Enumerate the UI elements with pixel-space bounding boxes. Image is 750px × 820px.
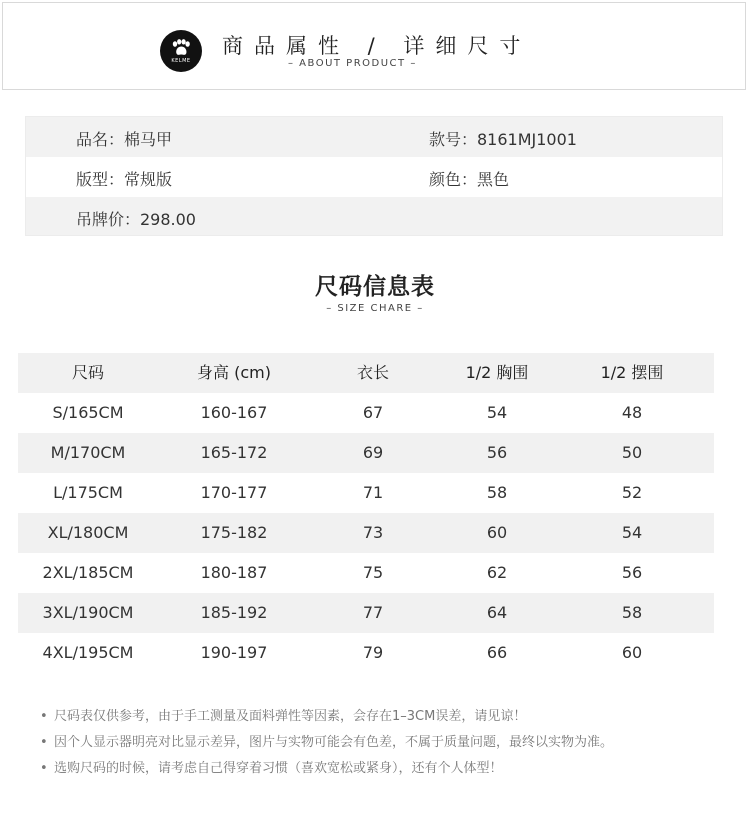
chest-cell: 56 <box>486 443 508 462</box>
product-sku: 款号：8161MJ1001 <box>429 130 577 149</box>
height-cell: 190-197 <box>200 643 268 662</box>
note-text: 尺码表仅供参考，由于手工测量及面料弹性等因素，会存在1–3CM误差，请见谅！ <box>54 709 527 724</box>
size-table <box>18 353 714 673</box>
height-cell: 170-177 <box>200 483 268 502</box>
bullet-icon: • <box>40 735 48 750</box>
size-cell: 3XL/190CM <box>42 603 134 622</box>
bullet-icon: • <box>40 709 48 724</box>
column-header-hem: 1/2 摆围 <box>600 363 664 382</box>
note-item <box>40 734 720 760</box>
product-name: 品名：棉马甲 <box>76 130 173 149</box>
hem-cell: 60 <box>621 643 643 662</box>
size-cell: 2XL/185CM <box>42 563 134 582</box>
column-header-height: 身高 (cm) <box>197 363 271 382</box>
size-cell: L/175CM <box>53 483 123 502</box>
hem-cell: 56 <box>621 563 643 582</box>
note-text: 因个人显示器明亮对比显示差异，图片与实物可能会有色差，不属于质量问题，最终以实物为准。 <box>54 735 614 750</box>
hem-cell: 52 <box>621 483 643 502</box>
info-row <box>26 117 722 157</box>
length-cell: 71 <box>362 483 384 502</box>
chest-cell: 58 <box>486 483 508 502</box>
height-cell: 185-192 <box>200 603 268 622</box>
table-row <box>18 393 714 433</box>
table-row <box>18 473 714 513</box>
length-cell: 67 <box>362 403 384 422</box>
product-price: 吊牌价：298.00 <box>76 210 196 229</box>
table-row <box>18 553 714 593</box>
length-cell: 79 <box>362 643 384 662</box>
table-header-row <box>18 353 714 393</box>
column-header-length: 衣长 <box>356 363 389 382</box>
hem-cell: 48 <box>621 403 643 422</box>
chest-cell: 66 <box>486 643 508 662</box>
brand-logo <box>160 30 202 72</box>
length-cell: 77 <box>362 603 384 622</box>
product-info-panel <box>25 116 723 236</box>
size-chart-title: 尺码信息表 <box>315 274 435 300</box>
hem-cell: 50 <box>621 443 643 462</box>
size-chart-subtitle: – SIZE CHARE – <box>326 303 424 314</box>
paw-icon <box>171 39 191 57</box>
product-fit: 版型：常规版 <box>76 170 173 189</box>
chest-cell: 64 <box>486 603 508 622</box>
product-color: 颜色：黑色 <box>429 170 510 189</box>
length-cell: 73 <box>362 523 384 542</box>
hem-cell: 58 <box>621 603 643 622</box>
chest-cell: 60 <box>486 523 508 542</box>
chest-cell: 54 <box>486 403 508 422</box>
table-row <box>18 433 714 473</box>
page-subtitle: – ABOUT PRODUCT – <box>288 58 417 69</box>
length-cell: 75 <box>362 563 384 582</box>
height-cell: 165-172 <box>200 443 268 462</box>
height-cell: 175-182 <box>200 523 268 542</box>
notes-list <box>40 708 720 786</box>
note-item <box>40 760 720 786</box>
bullet-icon: • <box>40 761 48 776</box>
size-cell: S/165CM <box>52 403 124 422</box>
note-text: 选购尺码的时候，请考虑自己得穿着习惯（喜欢宽松或紧身），还有个人体型！ <box>54 761 503 776</box>
size-cell: M/170CM <box>50 443 126 462</box>
chest-cell: 62 <box>486 563 508 582</box>
info-row <box>26 197 722 237</box>
note-item <box>40 708 720 734</box>
column-header-chest: 1/2 胸围 <box>465 363 529 382</box>
logo-text: KELME <box>171 57 191 64</box>
height-cell: 180-187 <box>200 563 268 582</box>
column-header-size: 尺码 <box>71 363 104 382</box>
size-cell: XL/180CM <box>47 523 129 542</box>
page-title: 商品属性 / 详细尺寸 <box>222 34 532 58</box>
table-row <box>18 513 714 553</box>
table-row <box>18 593 714 633</box>
hem-cell: 54 <box>621 523 643 542</box>
size-cell: 4XL/195CM <box>42 643 134 662</box>
height-cell: 160-167 <box>200 403 268 422</box>
length-cell: 69 <box>362 443 384 462</box>
info-row <box>26 157 722 197</box>
table-row <box>18 633 714 673</box>
